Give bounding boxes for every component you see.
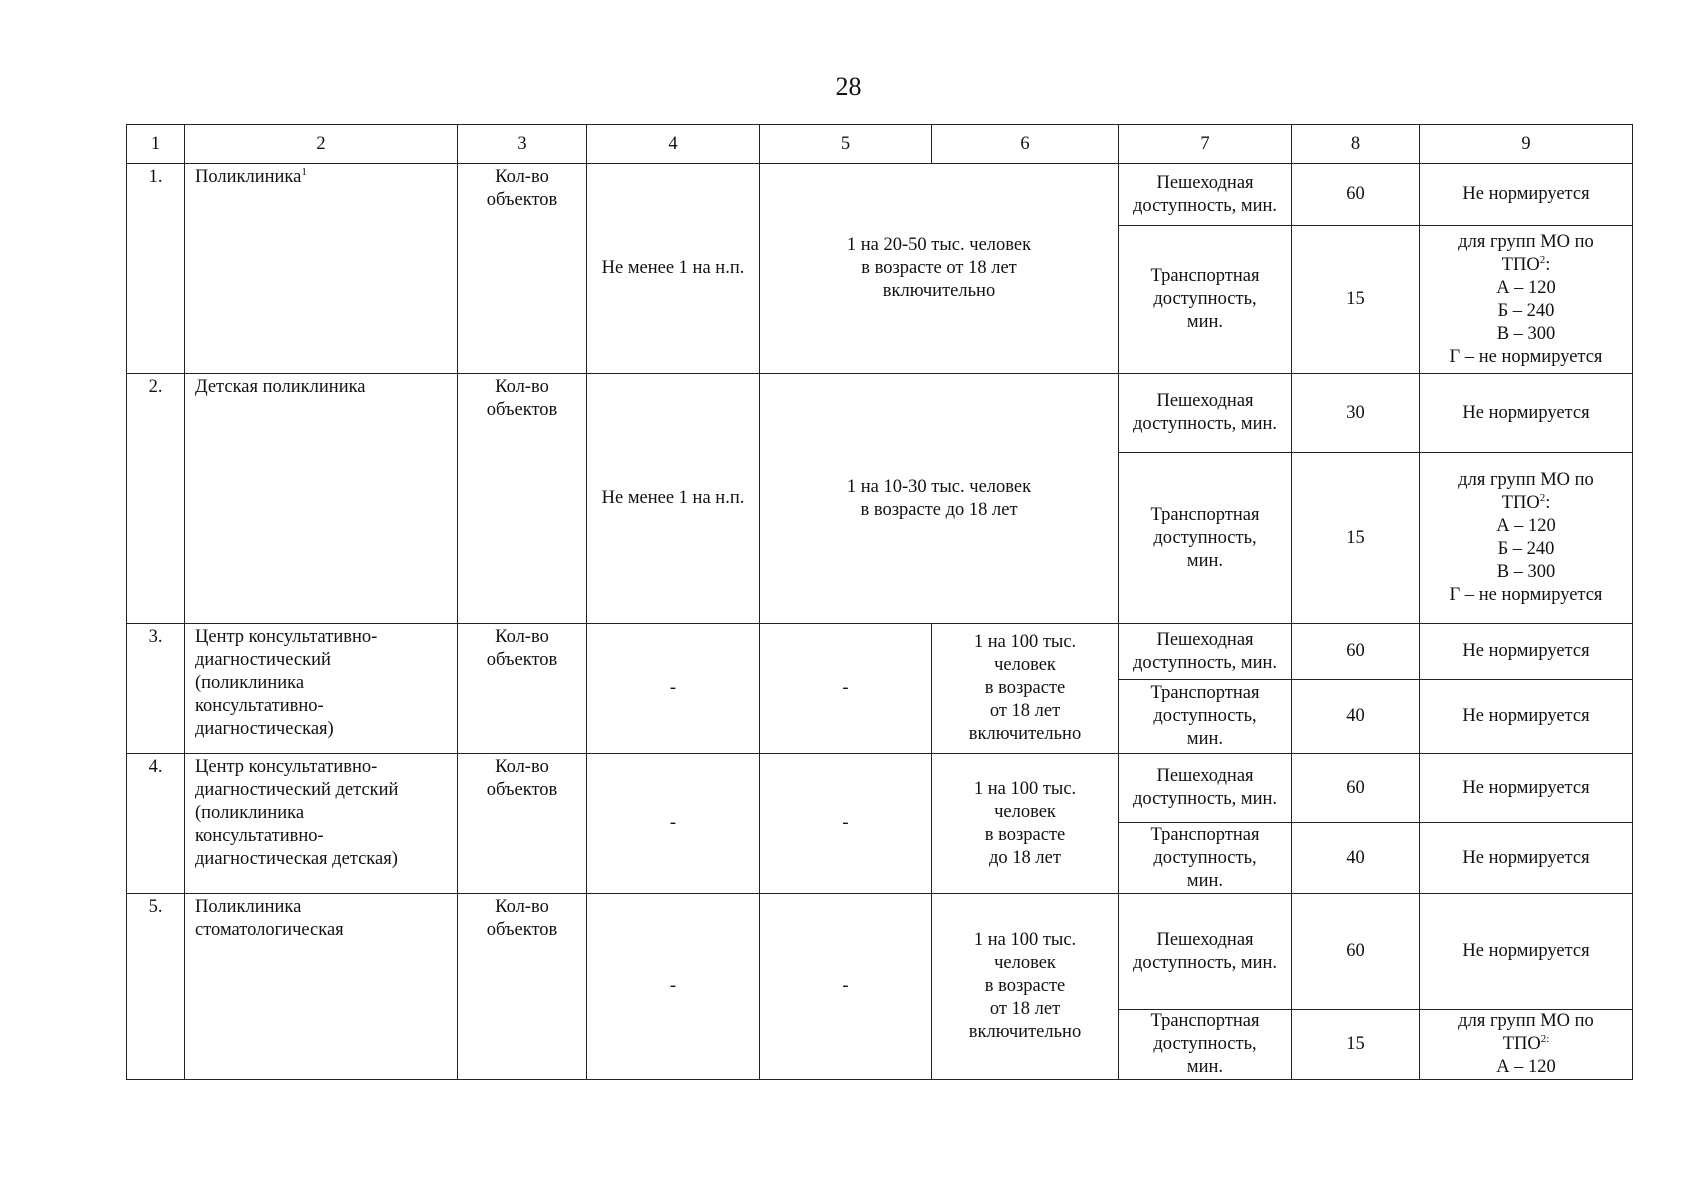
access-type-cell: Транспортная доступность, мин. <box>1119 680 1292 754</box>
norm-text: для групп МО по ТПО <box>1458 1011 1594 1054</box>
access-type-cell: Транспортная доступность, мин. <box>1119 1010 1292 1080</box>
row-number: 3. <box>127 624 185 754</box>
column-number-row <box>127 125 1633 164</box>
table-row <box>127 894 1633 1010</box>
column-header: 1 <box>127 125 185 164</box>
page-number: 28 <box>835 72 862 101</box>
access-type-cell: Транспортная доступность, мин. <box>1119 823 1292 894</box>
access-value-cell: 40 <box>1292 823 1420 894</box>
mo-group-norm-cell: Не нормируется <box>1420 164 1633 226</box>
column-header: 8 <box>1292 125 1420 164</box>
access-type-cell: Транспортная доступность, мин. <box>1119 453 1292 624</box>
settlement-norm-cell: Не менее 1 на н.п. <box>587 374 760 624</box>
facility-name: Центр консультативно- диагностический детский (поликлиника консультативно- диагностическая детская) <box>185 754 458 894</box>
mo-group-norm-cell <box>1420 226 1633 374</box>
facility-name: Центр консультативно- диагностический (поликлиника консультативно- диагностическая) <box>185 624 458 754</box>
norm-text: А – 120 <box>1496 1057 1556 1077</box>
facility-name: Поликлиника <box>195 167 302 187</box>
access-type-cell: Пешеходная доступность, мин. <box>1119 894 1292 1010</box>
unit-cell: Кол-во объектов <box>458 374 587 624</box>
column-header: 6 <box>932 125 1119 164</box>
access-value-cell: 60 <box>1292 164 1420 226</box>
access-value-cell: 15 <box>1292 453 1420 624</box>
mo-group-norm-cell: Не нормируется <box>1420 754 1633 823</box>
footnote-mark: 2 <box>1539 253 1546 266</box>
access-type-cell: Пешеходная доступность, мин. <box>1119 624 1292 680</box>
population-norm-cell: 1 на 100 тыс. человек в возрасте от 18 лет включительно <box>932 624 1119 754</box>
settlement-norm-cell: - <box>587 624 760 754</box>
facility-name: Детская поликлиника <box>185 374 458 624</box>
footnote-mark: 1 <box>301 165 307 178</box>
column-header: 4 <box>587 125 760 164</box>
access-type-cell: Пешеходная доступность, мин. <box>1119 374 1292 453</box>
access-type-cell: Транспортная доступность, мин. <box>1119 226 1292 374</box>
access-value-cell: 60 <box>1292 754 1420 823</box>
column-header: 5 <box>760 125 932 164</box>
mo-group-norm-cell: Не нормируется <box>1420 680 1633 754</box>
mo-group-norm-cell <box>1420 453 1633 624</box>
access-value-cell: 60 <box>1292 624 1420 680</box>
norm-text: : А – 120 Б – 240 В – 300 Г – не нормируется <box>1449 254 1603 367</box>
mo-group-norm-cell: Не нормируется <box>1420 374 1633 453</box>
population-norm-cell: 1 на 10-30 тыс. человек в возрасте до 18 лет <box>760 374 1119 624</box>
access-value-cell: 40 <box>1292 680 1420 754</box>
access-value-cell: 60 <box>1292 894 1420 1010</box>
footnote-mark: 2 <box>1539 491 1546 504</box>
population-norm-cell: 1 на 100 тыс. человек в возрасте от 18 лет включительно <box>932 894 1119 1080</box>
mo-group-norm-cell: Не нормируется <box>1420 624 1633 680</box>
table-row <box>127 374 1633 453</box>
row-number: 5. <box>127 894 185 1080</box>
mo-group-norm-cell: Не нормируется <box>1420 894 1633 1010</box>
population-norm-cell: 1 на 20-50 тыс. человек в возрасте от 18 лет включительно <box>760 164 1119 374</box>
row-number: 2. <box>127 374 185 624</box>
mo-group-norm-cell: Не нормируется <box>1420 823 1633 894</box>
facility-name: Поликлиника стоматологическая <box>185 894 458 1080</box>
norm-text: для групп МО по ТПО <box>1458 470 1594 513</box>
facility-name-cell <box>185 164 458 374</box>
unit-cell: Кол-во объектов <box>458 894 587 1080</box>
access-type-cell: Пешеходная доступность, мин. <box>1119 754 1292 823</box>
access-value-cell: 15 <box>1292 226 1420 374</box>
table-row <box>127 164 1633 226</box>
norm-text: : А – 120 Б – 240 В – 300 Г – не нормируется <box>1449 493 1603 605</box>
column-5-cell: - <box>760 894 932 1080</box>
column-header: 3 <box>458 125 587 164</box>
mo-group-norm-cell <box>1420 1010 1633 1080</box>
unit-cell: Кол-во объектов <box>458 754 587 894</box>
access-type-cell: Пешеходная доступность, мин. <box>1119 164 1292 226</box>
table-row <box>127 754 1633 823</box>
column-5-cell: - <box>760 754 932 894</box>
settlement-norm-cell: - <box>587 894 760 1080</box>
norm-text: для групп МО по ТПО <box>1458 231 1594 275</box>
column-header: 9 <box>1420 125 1633 164</box>
table-row <box>127 624 1633 680</box>
column-5-cell: - <box>760 624 932 754</box>
unit-cell: Кол-во объектов <box>458 624 587 754</box>
row-number: 4. <box>127 754 185 894</box>
footnote-mark: 2: <box>1540 1032 1550 1045</box>
settlement-norm-cell: - <box>587 754 760 894</box>
access-value-cell: 15 <box>1292 1010 1420 1080</box>
column-header: 7 <box>1119 125 1292 164</box>
access-value-cell: 30 <box>1292 374 1420 453</box>
row-number: 1. <box>127 164 185 374</box>
column-header: 2 <box>185 125 458 164</box>
population-norm-cell: 1 на 100 тыс. человек в возрасте до 18 лет <box>932 754 1119 894</box>
norms-table <box>126 124 1633 1080</box>
unit-cell: Кол-во объектов <box>458 164 587 374</box>
settlement-norm-cell: Не менее 1 на н.п. <box>587 164 760 374</box>
